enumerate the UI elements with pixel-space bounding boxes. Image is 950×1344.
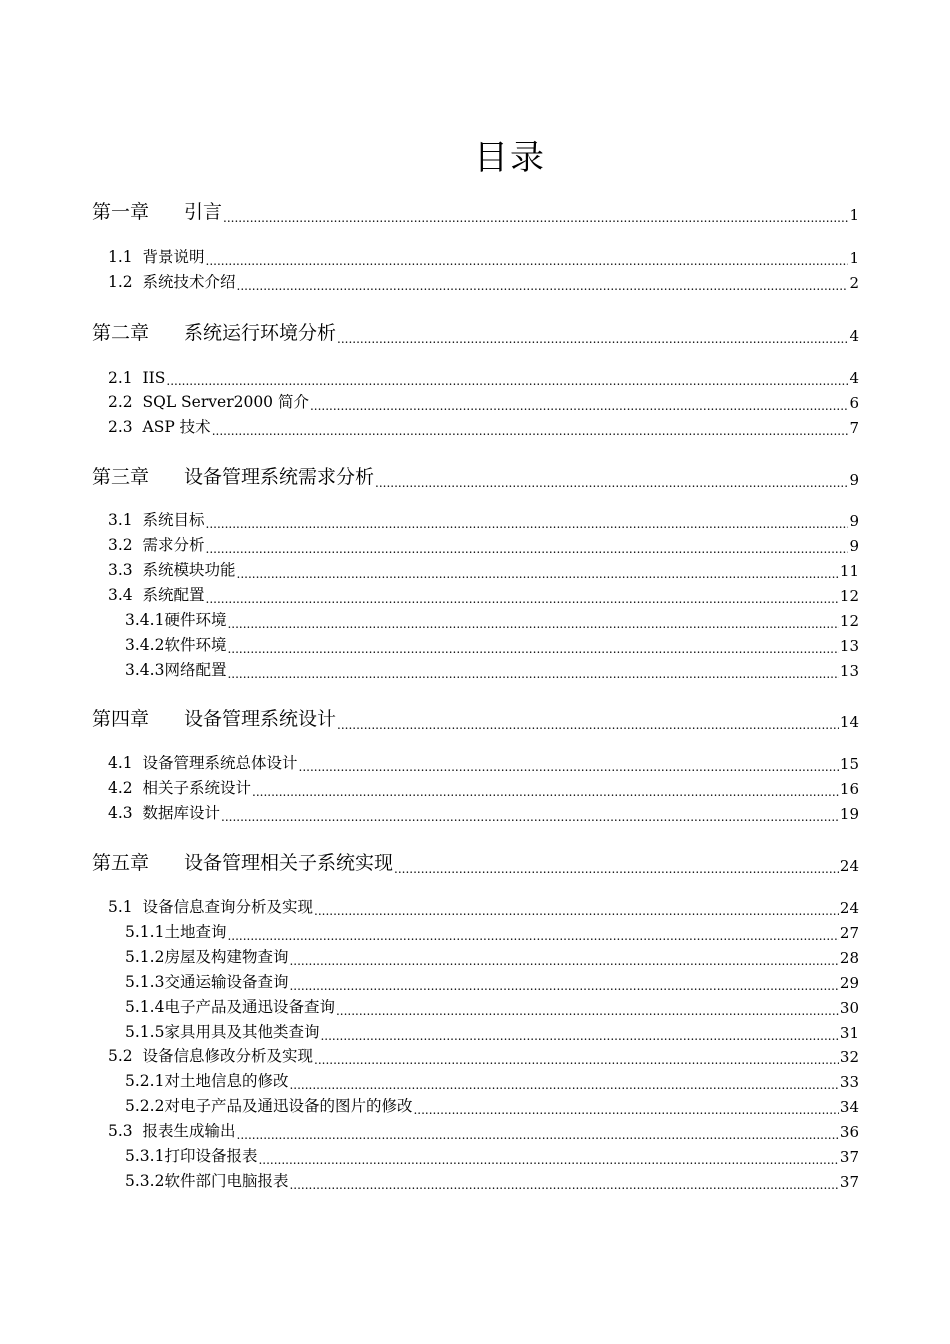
toc-entry[interactable]	[92, 1069, 859, 1091]
toc-page-number: 2	[849, 274, 859, 292]
toc-label: 报表生成输出	[142, 1122, 236, 1140]
toc-page-number: 15	[839, 755, 859, 773]
toc-label: 系统配置	[142, 586, 205, 604]
toc-number: 第三章	[92, 466, 150, 488]
toc-number: 3.4.2	[125, 636, 165, 654]
toc-entry[interactable]	[92, 365, 859, 387]
toc-label: 背景说明	[142, 248, 205, 266]
toc-label: 数据库设计	[142, 804, 221, 822]
toc-number: 3.1	[108, 511, 133, 529]
toc-number: 4.1	[108, 754, 133, 772]
dot-leader	[227, 641, 838, 655]
toc-number: 2.1	[108, 369, 133, 387]
toc-label: 电子产品及通迅设备查询	[164, 998, 335, 1016]
toc-label: 系统模块功能	[142, 561, 236, 579]
toc-number: 5.2.1	[125, 1072, 165, 1090]
toc-title	[108, 776, 251, 798]
toc-entry[interactable]	[92, 895, 859, 917]
dot-leader	[206, 541, 849, 555]
dot-leader	[394, 861, 839, 875]
toc-page-number: 4	[849, 327, 859, 345]
dot-leader	[314, 903, 839, 917]
toc-entry[interactable]	[92, 245, 859, 267]
toc-label: 设备信息修改分析及实现	[142, 1047, 314, 1065]
toc-label: 硬件环境	[164, 611, 227, 629]
toc-page-number: 14	[839, 713, 859, 731]
toc-label: 房屋及构建物查询	[164, 948, 289, 966]
toc-number: 5.3.1	[125, 1147, 165, 1165]
toc-number: 3.3	[108, 561, 133, 579]
toc-number: 5.3	[108, 1122, 133, 1140]
toc-entry[interactable]	[92, 1094, 859, 1116]
toc-page-number: 13	[839, 662, 859, 680]
toc-number: 4.3	[108, 804, 133, 822]
dot-leader	[237, 278, 849, 292]
toc-chapter[interactable]	[92, 705, 859, 731]
toc-title	[108, 533, 205, 555]
dot-leader	[166, 373, 848, 387]
toc-title	[125, 920, 226, 942]
toc-page-number: 24	[839, 899, 859, 917]
toc-number: 5.1	[108, 898, 133, 916]
toc-title	[92, 704, 336, 731]
toc-title	[125, 1020, 319, 1042]
toc-page-number: 30	[839, 999, 859, 1017]
toc-number: 2.2	[108, 393, 133, 411]
toc-page-number: 37	[839, 1173, 859, 1191]
dot-leader	[320, 1028, 838, 1042]
toc-entry[interactable]	[92, 776, 859, 798]
toc-label: 网络配置	[164, 661, 227, 679]
toc-label: IIS	[142, 369, 166, 387]
toc-title	[125, 970, 288, 992]
toc-page-number: 37	[839, 1148, 859, 1166]
toc-chapter[interactable]	[92, 849, 859, 875]
toc-page-number: 6	[849, 394, 859, 412]
toc-page-number: 9	[849, 471, 859, 489]
toc-page-number: 29	[839, 974, 859, 992]
toc-page-number: 7	[849, 419, 859, 437]
toc-title	[108, 751, 298, 773]
toc-title	[125, 633, 226, 655]
toc-title	[125, 1094, 412, 1116]
toc-page-number: 1	[849, 249, 859, 267]
toc-page-number: 9	[849, 537, 859, 555]
dot-leader	[336, 1003, 839, 1017]
toc-label: 相关子系统设计	[142, 779, 252, 797]
toc-number: 5.1.2	[125, 948, 165, 966]
dot-leader	[337, 717, 839, 731]
toc-label: 交通运输设备查询	[164, 973, 289, 991]
toc-page-number: 12	[839, 587, 859, 605]
toc-label: 设备管理系统需求分析	[184, 466, 375, 488]
toc-label: 设备信息查询分析及实现	[142, 898, 314, 916]
toc-entry[interactable]	[92, 970, 859, 992]
toc-entry[interactable]	[92, 801, 859, 823]
toc-title	[108, 270, 236, 292]
toc-page-number: 12	[839, 612, 859, 630]
toc-entry[interactable]	[92, 1144, 859, 1166]
toc-number: 1.2	[108, 273, 133, 291]
toc-title	[92, 848, 393, 875]
toc-entry[interactable]	[92, 658, 859, 680]
toc-page-number: 33	[839, 1073, 859, 1091]
toc-page-number: 11	[839, 562, 859, 580]
toc-label: 打印设备报表	[164, 1147, 258, 1165]
toc-number: 第一章	[92, 201, 150, 223]
toc-number: 1.1	[108, 248, 133, 266]
dot-leader	[221, 809, 839, 823]
dot-leader	[206, 253, 849, 267]
dot-leader	[227, 616, 838, 630]
toc-title	[108, 369, 165, 387]
toc-label: 土地查询	[164, 923, 227, 941]
dot-leader	[289, 978, 838, 992]
toc-title	[92, 318, 336, 345]
toc-entry[interactable]	[92, 945, 859, 967]
dot-leader	[206, 591, 839, 605]
toc-entry[interactable]	[92, 751, 859, 773]
toc-title	[108, 583, 205, 605]
toc-label: 系统技术介绍	[142, 273, 236, 291]
toc-label: SQL Server2000 简介	[142, 393, 309, 411]
toc-entry[interactable]	[92, 415, 859, 437]
toc-chapter[interactable]	[92, 198, 859, 224]
toc-title	[125, 608, 226, 630]
toc-label: 家具用具及其他类查询	[164, 1023, 320, 1041]
dot-leader	[237, 566, 839, 580]
toc-page-number: 31	[839, 1024, 859, 1042]
toc-label: 对土地信息的修改	[164, 1072, 289, 1090]
toc-entry[interactable]	[92, 608, 859, 630]
dot-leader	[258, 1152, 838, 1166]
toc-entry[interactable]	[92, 1044, 859, 1066]
dot-leader	[375, 475, 848, 489]
toc-number: 5.3.2	[125, 1172, 165, 1190]
dot-leader	[237, 1127, 839, 1141]
toc-label: 需求分析	[142, 536, 205, 554]
toc-title	[108, 1044, 313, 1066]
toc-number: 3.4	[108, 586, 133, 604]
toc-title	[92, 462, 374, 489]
toc-entry[interactable]	[92, 508, 859, 530]
dot-leader	[413, 1102, 838, 1116]
toc-page-number: 9	[849, 512, 859, 530]
toc-label: 设备管理系统总体设计	[142, 754, 298, 772]
dot-leader	[212, 423, 849, 437]
toc-number: 3.2	[108, 536, 133, 554]
toc-label: 软件环境	[164, 636, 227, 654]
toc-title	[108, 508, 205, 530]
toc-page-number: 13	[839, 637, 859, 655]
toc-page-number: 28	[839, 949, 859, 967]
toc-title	[108, 801, 220, 823]
dot-leader	[227, 928, 838, 942]
toc-chapter[interactable]	[92, 463, 859, 489]
dot-leader	[252, 784, 839, 798]
toc-label: 软件部门电脑报表	[164, 1172, 289, 1190]
toc-number: 第二章	[92, 322, 150, 344]
toc-entry[interactable]	[92, 1169, 859, 1191]
toc-label: 设备管理相关子系统实现	[184, 852, 394, 874]
toc-label: 对电子产品及通迅设备的图片的修改	[164, 1097, 413, 1115]
toc-entry[interactable]	[92, 995, 859, 1017]
toc-entry[interactable]	[92, 390, 859, 412]
toc-entry[interactable]	[92, 558, 859, 580]
dot-leader	[223, 210, 848, 224]
toc-title	[125, 995, 335, 1017]
dot-leader	[337, 331, 848, 345]
toc-page-number: 19	[839, 805, 859, 823]
toc-title	[108, 1119, 236, 1141]
dot-leader	[227, 666, 838, 680]
dot-leader	[289, 1077, 838, 1091]
toc-number: 2.3	[108, 418, 133, 436]
dot-leader	[299, 759, 839, 773]
toc-title	[125, 1069, 288, 1091]
toc-label: ASP 技术	[142, 418, 211, 436]
toc-entry[interactable]	[92, 270, 859, 292]
toc-number: 第五章	[92, 852, 150, 874]
dot-leader	[289, 953, 838, 967]
toc-label: 设备管理系统设计	[184, 708, 337, 730]
toc-number: 5.1.1	[125, 923, 165, 941]
toc-page-number: 27	[839, 924, 859, 942]
toc-label: 系统运行环境分析	[184, 322, 337, 344]
toc-page-number: 34	[839, 1098, 859, 1116]
toc-page-number: 32	[839, 1048, 859, 1066]
toc-entry[interactable]	[92, 633, 859, 655]
toc-number: 5.2.2	[125, 1097, 165, 1115]
toc-label: 系统目标	[142, 511, 205, 529]
toc-number: 3.4.3	[125, 661, 165, 679]
toc-entry[interactable]	[92, 920, 859, 942]
toc-title	[125, 1144, 257, 1166]
toc-title	[125, 1169, 288, 1191]
dot-leader	[310, 398, 848, 412]
toc-page-number: 36	[839, 1123, 859, 1141]
dot-leader	[289, 1177, 838, 1191]
toc-title	[125, 658, 226, 680]
toc-entry[interactable]	[92, 1119, 859, 1141]
toc-number: 3.4.1	[125, 611, 165, 629]
toc-title	[108, 390, 309, 412]
toc-number: 5.1.5	[125, 1023, 165, 1041]
toc-number: 4.2	[108, 779, 133, 797]
toc-page-number: 4	[849, 369, 859, 387]
toc-number: 5.1.4	[125, 998, 165, 1016]
toc-title	[108, 245, 205, 267]
toc-chapter[interactable]	[92, 319, 859, 345]
toc-title	[108, 558, 236, 580]
dot-leader	[314, 1052, 839, 1066]
toc-title	[108, 415, 211, 437]
toc-title	[92, 197, 222, 224]
toc-page-number: 24	[839, 857, 859, 875]
toc-entry[interactable]	[92, 1020, 859, 1042]
toc-page-number: 1	[849, 206, 859, 224]
toc-number: 第四章	[92, 708, 150, 730]
toc-title	[125, 945, 288, 967]
toc-number: 5.1.3	[125, 973, 165, 991]
toc-entry[interactable]	[92, 533, 859, 555]
toc-number: 5.2	[108, 1047, 133, 1065]
toc-entry[interactable]	[92, 583, 859, 605]
toc-page-number: 16	[839, 780, 859, 798]
toc-title	[108, 895, 313, 917]
toc-label: 引言	[184, 201, 223, 223]
dot-leader	[206, 516, 849, 530]
page-title: 目录	[474, 138, 546, 178]
